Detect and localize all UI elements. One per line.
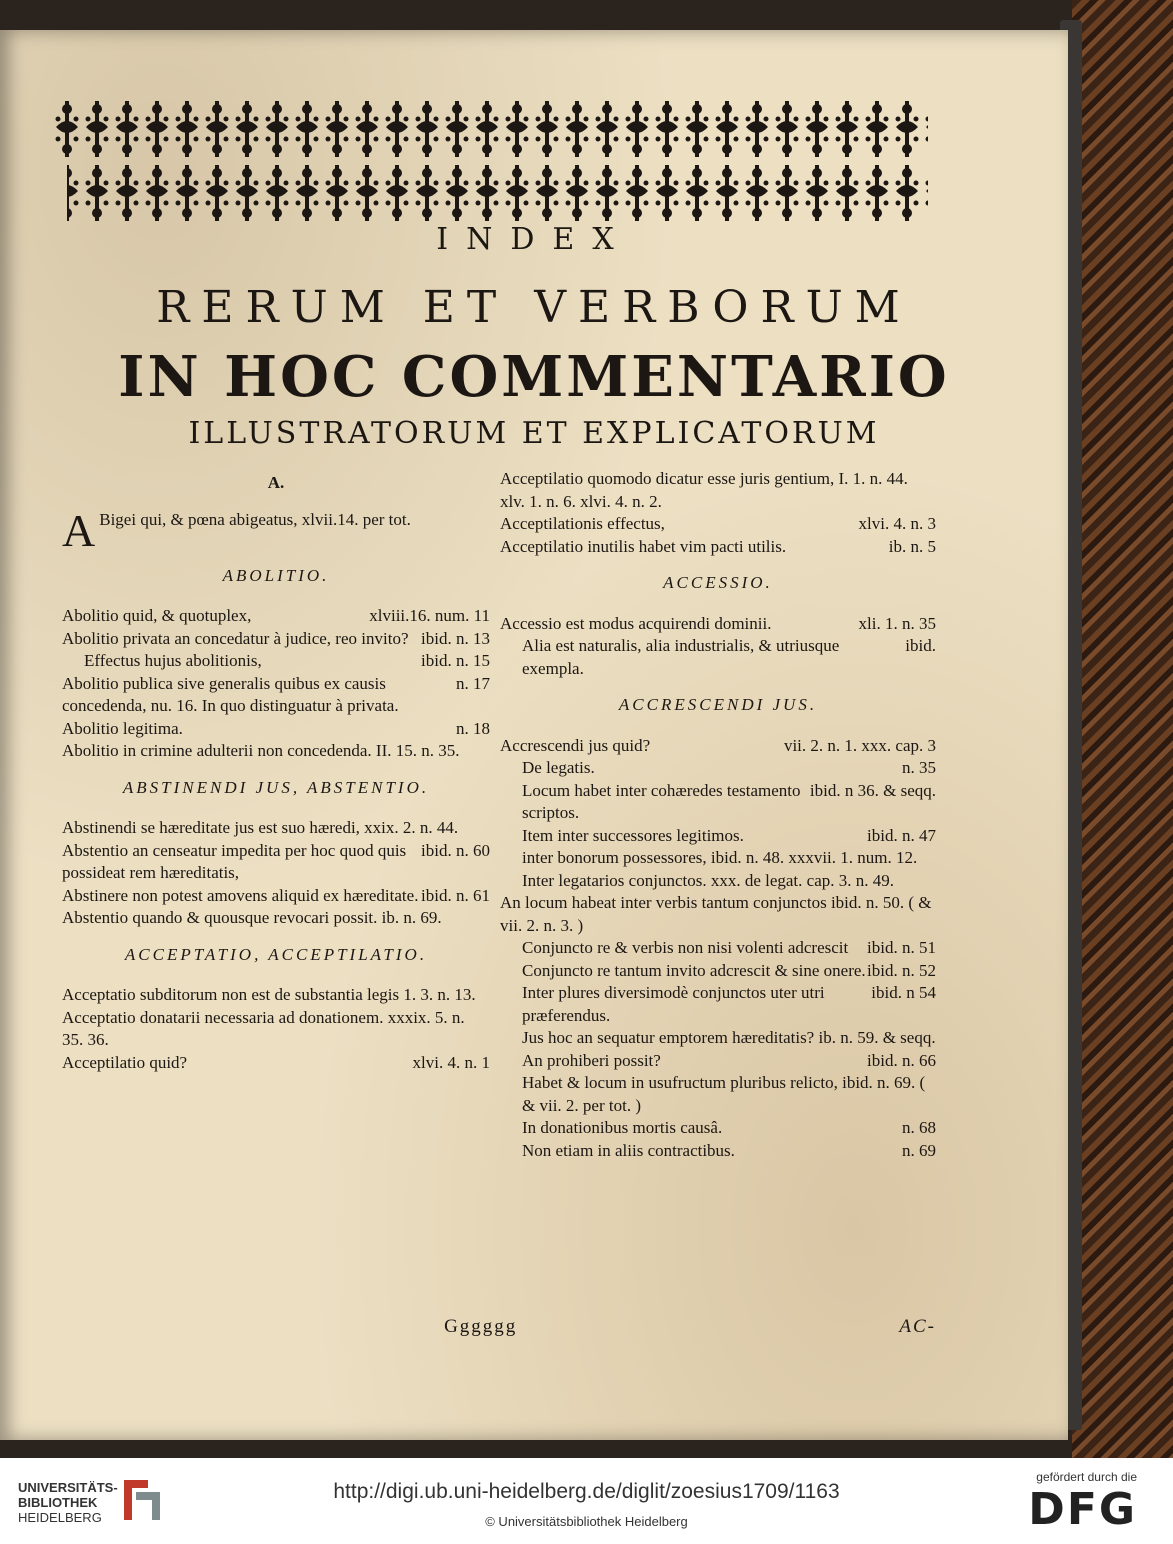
page-content — [0, 30, 1068, 1440]
title-illustratorum: ILLUSTRATORUM ET EXPLICATORUM — [188, 416, 880, 451]
entry-text: Effectus hujus abolitionis, — [84, 651, 262, 670]
entry-text: Alia est naturalis, alia industrialis, & utriusque exempla. — [522, 636, 840, 678]
index-entry — [500, 825, 936, 848]
entry-text: An locum habeat inter verbis tantum conjunctos ibid. n. 50. ( & vii. 2. n. 3. ) — [500, 893, 932, 935]
entry-reference: ibid. n. 61 — [421, 885, 490, 905]
entry-reference: ibid. n. 52 — [867, 960, 936, 980]
entry-text: Locum habet inter cohæredes testamento scriptos. — [522, 780, 801, 822]
signature-mark: Gggggg — [444, 1316, 518, 1337]
index-entry — [500, 847, 936, 870]
title-index: INDEX — [436, 222, 632, 257]
book-page — [0, 30, 1068, 1440]
entry-text: De legatis. — [522, 758, 595, 777]
entry-text: Abstentio quando & quousque revocari possit. ib. n. 69. — [62, 908, 442, 927]
index-entry — [500, 892, 936, 937]
entry-text: inter bonorum possessores, ibid. n. 48. xxxvii. 1. num. 12. — [522, 848, 918, 867]
book-binding — [1072, 0, 1173, 1458]
entry-text: An prohiberi possit? — [522, 1050, 661, 1070]
list-acceptilatio — [500, 468, 936, 558]
index-entry — [62, 817, 490, 840]
index-entry — [500, 1050, 936, 1073]
index-entry — [500, 780, 936, 825]
index-entry — [500, 613, 936, 636]
index-entry — [62, 673, 490, 718]
entry-text: Abstinere non potest amovens aliquid ex hæreditate. — [62, 885, 419, 905]
list-abstinendi — [62, 817, 490, 930]
index-entry — [62, 885, 490, 908]
entry-text: Conjuncto re tantum invito adcrescit & sine onere. — [522, 960, 866, 980]
entry-text: Inter plures diversimodè conjunctos uter utri præferendus. — [522, 983, 825, 1025]
index-entry — [500, 468, 936, 513]
drop-cap: A — [62, 504, 96, 556]
index-entry — [62, 740, 490, 763]
list-acceptatio — [62, 984, 490, 1074]
index-entry — [500, 536, 936, 559]
entry-reference: xlvi. 4. n. 3 — [858, 514, 936, 533]
index-entry — [62, 984, 490, 1007]
entry-text: Acceptilationis effectus, — [500, 514, 665, 533]
entry-text: Accessio est modus acquirendi dominii. — [500, 613, 772, 633]
index-entry — [62, 628, 490, 651]
entry-text: Abolitio in crimine adulterii non concedenda. II. 15. n. 35. — [62, 741, 460, 760]
entry-reference: ibid. n. 66 — [867, 1050, 936, 1070]
index-entry — [500, 1117, 936, 1140]
entry-reference: ibid. — [905, 636, 936, 655]
entry-abigei — [62, 504, 490, 556]
entry-text: Acceptatio subditorum non est de substantia legis 1. 3. n. 13. — [62, 985, 476, 1004]
entry-text: Accrescendi jus quid? — [500, 735, 651, 755]
ub-line-1: UNIVERSITÄTS- — [18, 1480, 118, 1495]
entry-text: Bigei qui, & pœna abigeatus, xlvii.14. per tot. — [99, 509, 411, 529]
index-entry — [500, 1027, 936, 1050]
entry-reference: ibid. n. 60 — [421, 840, 490, 860]
index-entry — [500, 937, 936, 960]
entry-reference: ib. n. 5 — [888, 536, 936, 556]
index-entry — [62, 1007, 490, 1052]
viewer-footer-bar — [0, 1458, 1173, 1544]
index-entry — [500, 982, 936, 1027]
index-entry — [62, 650, 490, 673]
heading-accessio: ACCESSIO. — [663, 573, 773, 592]
entry-reference: ibid. n. 51 — [867, 938, 936, 957]
heading-acceptatio: ACCEPTATIO, ACCEPTILATIO. — [124, 944, 428, 964]
entry-text: Acceptatio donatarii necessaria ad donationem. xxxix. 5. n. 35. 36. — [62, 1007, 465, 1049]
dfg-note: gefördert durch die — [1036, 1470, 1137, 1484]
entry-text: Jus hoc an sequatur emptorem hæreditatis? ib. n. 59. & seqq. — [522, 1028, 936, 1047]
ub-line-3: HEIDELBERG — [18, 1510, 102, 1525]
entry-text: Acceptilatio quid? — [62, 1052, 188, 1072]
list-accessio — [500, 613, 936, 681]
entry-reference: ibid. n 36. & seqq. — [809, 780, 936, 800]
entry-reference: ibid. n. 13 — [421, 628, 490, 648]
entry-reference: ibid. n. 47 — [867, 825, 936, 845]
entry-text: Acceptilatio quomodo dicatur esse juris gentium, I. 1. n. 44. xlv. 1. n. 6. xlvi. 4. n. 2. — [500, 469, 908, 511]
entry-reference: xli. 1. n. 35 — [858, 613, 936, 633]
index-entry — [500, 870, 936, 893]
index-entry — [500, 960, 936, 983]
entry-reference: xlviii.16. num. 11 — [369, 606, 490, 625]
catchword: AC- — [899, 1316, 936, 1337]
index-entry — [500, 513, 936, 536]
entry-text: Non etiam in aliis contractibus. — [522, 1140, 735, 1160]
index-entry — [500, 1072, 936, 1117]
dfg-logo[interactable]: DFG — [1028, 1484, 1137, 1535]
ornament-border — [52, 97, 928, 225]
entry-text: Item inter successores legitimos. — [522, 825, 744, 845]
entry-reference: n. 35 — [902, 758, 936, 777]
index-entry — [62, 840, 490, 885]
page-footer — [62, 1316, 936, 1338]
entry-text: Abstinendi se hæreditate jus est suo hæredi, xxix. 2. n. 44. — [62, 818, 459, 837]
entry-text: Abstentio an censeatur impedita per hoc quod quis possideat rem hæreditatis, — [62, 840, 407, 882]
title-rerum: RERUM ET VERBORUM — [156, 282, 912, 333]
list-abolitio — [62, 605, 490, 763]
entry-reference: n. 18 — [456, 718, 490, 738]
entry-reference: ibid. n. 15 — [421, 651, 490, 670]
list-accrescendi — [500, 735, 936, 1163]
entry-text: Abolitio publica sive generalis quibus ex causis concedenda, nu. 16. In quo distinguatur à privata. — [62, 673, 399, 715]
entry-reference: n. 68 — [902, 1118, 936, 1137]
entry-text: In donationibus mortis causâ. — [522, 1118, 723, 1137]
entry-reference: n. 17 — [456, 673, 490, 693]
entry-text: Conjuncto re & verbis non nisi volenti adcrescit — [522, 938, 849, 957]
entry-text: Abolitio legitima. — [62, 718, 183, 738]
index-entry — [500, 757, 936, 780]
heading-accrescendi: ACCRESCENDI JUS. — [618, 695, 818, 714]
heading-abolitio: ABOLITIO. — [222, 565, 330, 585]
entry-text: Habet & locum in usufructum pluribus relicto, ibid. n. 69. ( & vii. 2. per tot. ) — [522, 1073, 926, 1115]
index-entry — [500, 1140, 936, 1163]
index-entry — [62, 907, 490, 930]
right-column — [500, 468, 936, 1162]
entry-reference: n. 69 — [902, 1140, 936, 1160]
entry-text: Abolitio quid, & quotuplex, — [62, 606, 252, 625]
entry-reference: ibid. n 54 — [871, 983, 936, 1002]
entry-reference: xlvi. 4. n. 1 — [412, 1052, 490, 1072]
title-commentario: IN HOC COMMENTARIO — [118, 344, 950, 410]
entry-text: Acceptilatio inutilis habet vim pacti utilis. — [500, 536, 787, 556]
index-entry — [500, 635, 936, 680]
index-entry — [62, 718, 490, 741]
section-letter: A. — [267, 473, 285, 492]
left-column — [62, 468, 490, 1074]
index-entry — [500, 735, 936, 758]
entry-reference: vii. 2. n. 1. xxx. cap. 3 — [783, 735, 936, 755]
entry-text: Abolitio privata an concedatur à judice, reo invito? — [62, 628, 409, 648]
permalink-url[interactable]: http://digi.ub.uni-heidelberg.de/diglit/zoesius1709/1163 — [333, 1480, 840, 1503]
entry-text: Inter legatarios conjunctos. xxx. de legat. cap. 3. n. 49. — [522, 870, 894, 890]
ub-line-2: BIBLIOTHEK — [18, 1495, 98, 1510]
index-entry — [62, 605, 490, 628]
index-entry — [62, 1052, 490, 1075]
heading-abstinendi: ABSTINENDI JUS, ABSTENTIO. — [122, 777, 430, 797]
copyright-text: © Universitätsbibliothek Heidelberg — [485, 1514, 688, 1529]
